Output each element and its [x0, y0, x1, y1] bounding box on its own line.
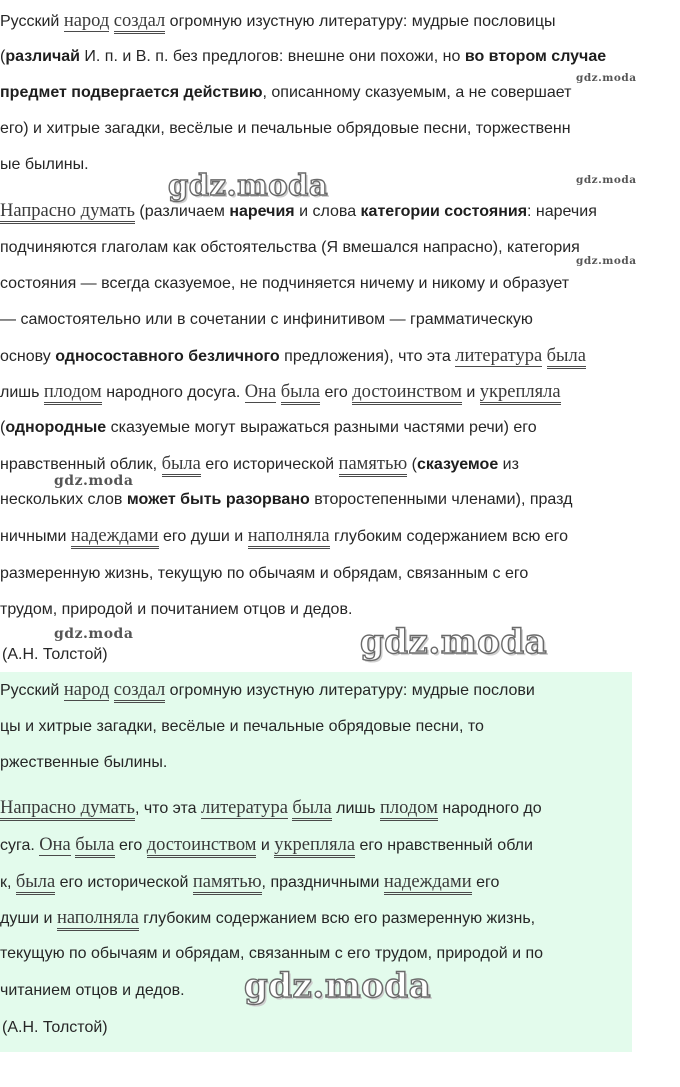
text-line: суга. Она была его достоинством и укрепляла его нравственный обли: [0, 828, 533, 862]
predicate-word: Напрасно думать: [0, 201, 135, 224]
text-line: (различай И. п. и В. п. без предлогов: внешне они похожи, но во втором случае: [0, 48, 607, 65]
text-line: цы и хитрые загадки, весёлые и печальные обрядовые песни, то: [0, 718, 484, 735]
predicate-word: наполняла: [248, 526, 330, 549]
text-line: ые былины.: [0, 156, 89, 173]
watermark-logo: gdz.moda: [244, 966, 432, 1006]
predicate-word: была: [281, 382, 320, 405]
bold-term: однородные: [5, 419, 107, 436]
text-line: лишь плодом народного досуга. Она была его достоинством и укрепляла: [0, 375, 561, 409]
predicate-word: была: [162, 454, 201, 477]
predicate-word: наполняла: [57, 908, 139, 931]
predicate-word: была: [16, 872, 55, 895]
text-line: его) и хитрые загадки, весёлые и печальные обрядовые песни, торжественн: [0, 120, 571, 137]
bold-term: сказуемое: [417, 456, 499, 473]
predicate-word: достоинством: [352, 382, 462, 405]
text-line: текущую по обычаям и обрядам, связанным с его трудом, природой и по: [0, 945, 544, 962]
predicate-word: плодом: [44, 382, 102, 405]
author-attribution: (А.Н. Толстой): [2, 1019, 108, 1036]
text-line: Напрасно думать (различаем наречия и слова категории состояния: наречия: [0, 194, 597, 228]
text-line: Русский народ создал огромную изустную литературу: мудрые послови: [0, 673, 535, 707]
text-line: размеренную жизнь, текущую по обычаям и обрядам, связанным с его: [0, 565, 529, 582]
author-attribution: (А.Н. Толстой): [2, 646, 108, 663]
watermark-text: gdz.moda: [576, 72, 637, 84]
predicate-word: памятью: [339, 454, 408, 477]
text-line: души и наполняла глубоким содержанием всю его размеренную жизнь,: [0, 901, 535, 935]
text-line: ржественные былины.: [0, 754, 168, 771]
bold-term: наречия: [229, 203, 295, 220]
predicate-word: Напрасно думать: [0, 798, 135, 821]
predicate-word: создал: [114, 11, 165, 34]
watermark-logo: gdz.moda: [360, 622, 548, 662]
bold-term: различай: [5, 48, 80, 65]
predicate-word: укрепляла: [480, 382, 561, 405]
watermark-text: gdz.moda: [576, 255, 637, 267]
predicate-word: памятью: [193, 872, 262, 895]
text-line: — самостоятельно или в сочетании с инфинитивом — грамматическую: [0, 311, 533, 328]
predicate-word: надеждами: [384, 872, 472, 895]
text-line: подчиняются глаголам как обстоятельства (Я вмешался напрасно), категория: [0, 239, 580, 256]
text-line: к, была его исторической памятью, праздничными надеждами его: [0, 865, 499, 899]
text-line: нравственный облик, была его исторической памятью (сказуемое из: [0, 447, 519, 481]
bold-term: во втором случае: [464, 48, 607, 65]
bold-term: предмет подвергается действию: [0, 84, 263, 101]
predicate-word: укрепляла: [274, 835, 355, 858]
watermark-text: gdz.moda: [54, 473, 134, 489]
subject-word: литература: [455, 346, 543, 366]
watermark-text: gdz.moda: [54, 626, 134, 642]
text-line: трудом, природой и почитанием отцов и дедов.: [0, 601, 353, 618]
text-line: нескольких слов может быть разорвано второстепенными членами), празд: [0, 491, 573, 508]
text-line: ничными надеждами его души и наполняла глубоким содержанием всю его: [0, 519, 568, 553]
bold-term: может быть разорвано: [126, 491, 310, 508]
predicate-word: была: [75, 835, 114, 858]
predicate-word: была: [292, 798, 331, 821]
watermark-text: gdz.moda: [576, 174, 637, 186]
text-line: (однородные сказуемые могут выражаться разными частями речи) его: [0, 419, 537, 436]
subject-word: Она: [39, 835, 71, 855]
predicate-word: достоинством: [147, 835, 257, 858]
text-line: состояния — всегда сказуемое, не подчиняется ничему и никому и образует: [0, 275, 570, 292]
subject-word: Она: [244, 382, 277, 402]
bold-term: категории состояния: [360, 203, 528, 220]
predicate-word: создал: [114, 680, 165, 703]
predicate-word: надеждами: [71, 526, 159, 549]
text-line: Русский народ создал огромную изустную литературу: мудрые пословицы: [0, 4, 556, 38]
bold-term: односоставного безличного: [55, 348, 280, 365]
text-line: Напрасно думать, что эта литература была лишь плодом народного до: [0, 791, 542, 825]
subject-word: народ: [63, 11, 110, 31]
watermark-logo: gdz.moda: [168, 168, 329, 202]
predicate-word: плодом: [380, 798, 438, 821]
subject-word: литература: [200, 798, 288, 818]
predicate-word: была: [547, 346, 586, 369]
subject-word: народ: [63, 680, 110, 700]
text-line: читанием отцов и дедов.: [0, 982, 185, 999]
text-line: предмет подвергается действию, описанному сказуемым, а не совершает: [0, 84, 572, 101]
text-line: основу односоставного безличного предложения), что эта литература была: [0, 339, 586, 373]
